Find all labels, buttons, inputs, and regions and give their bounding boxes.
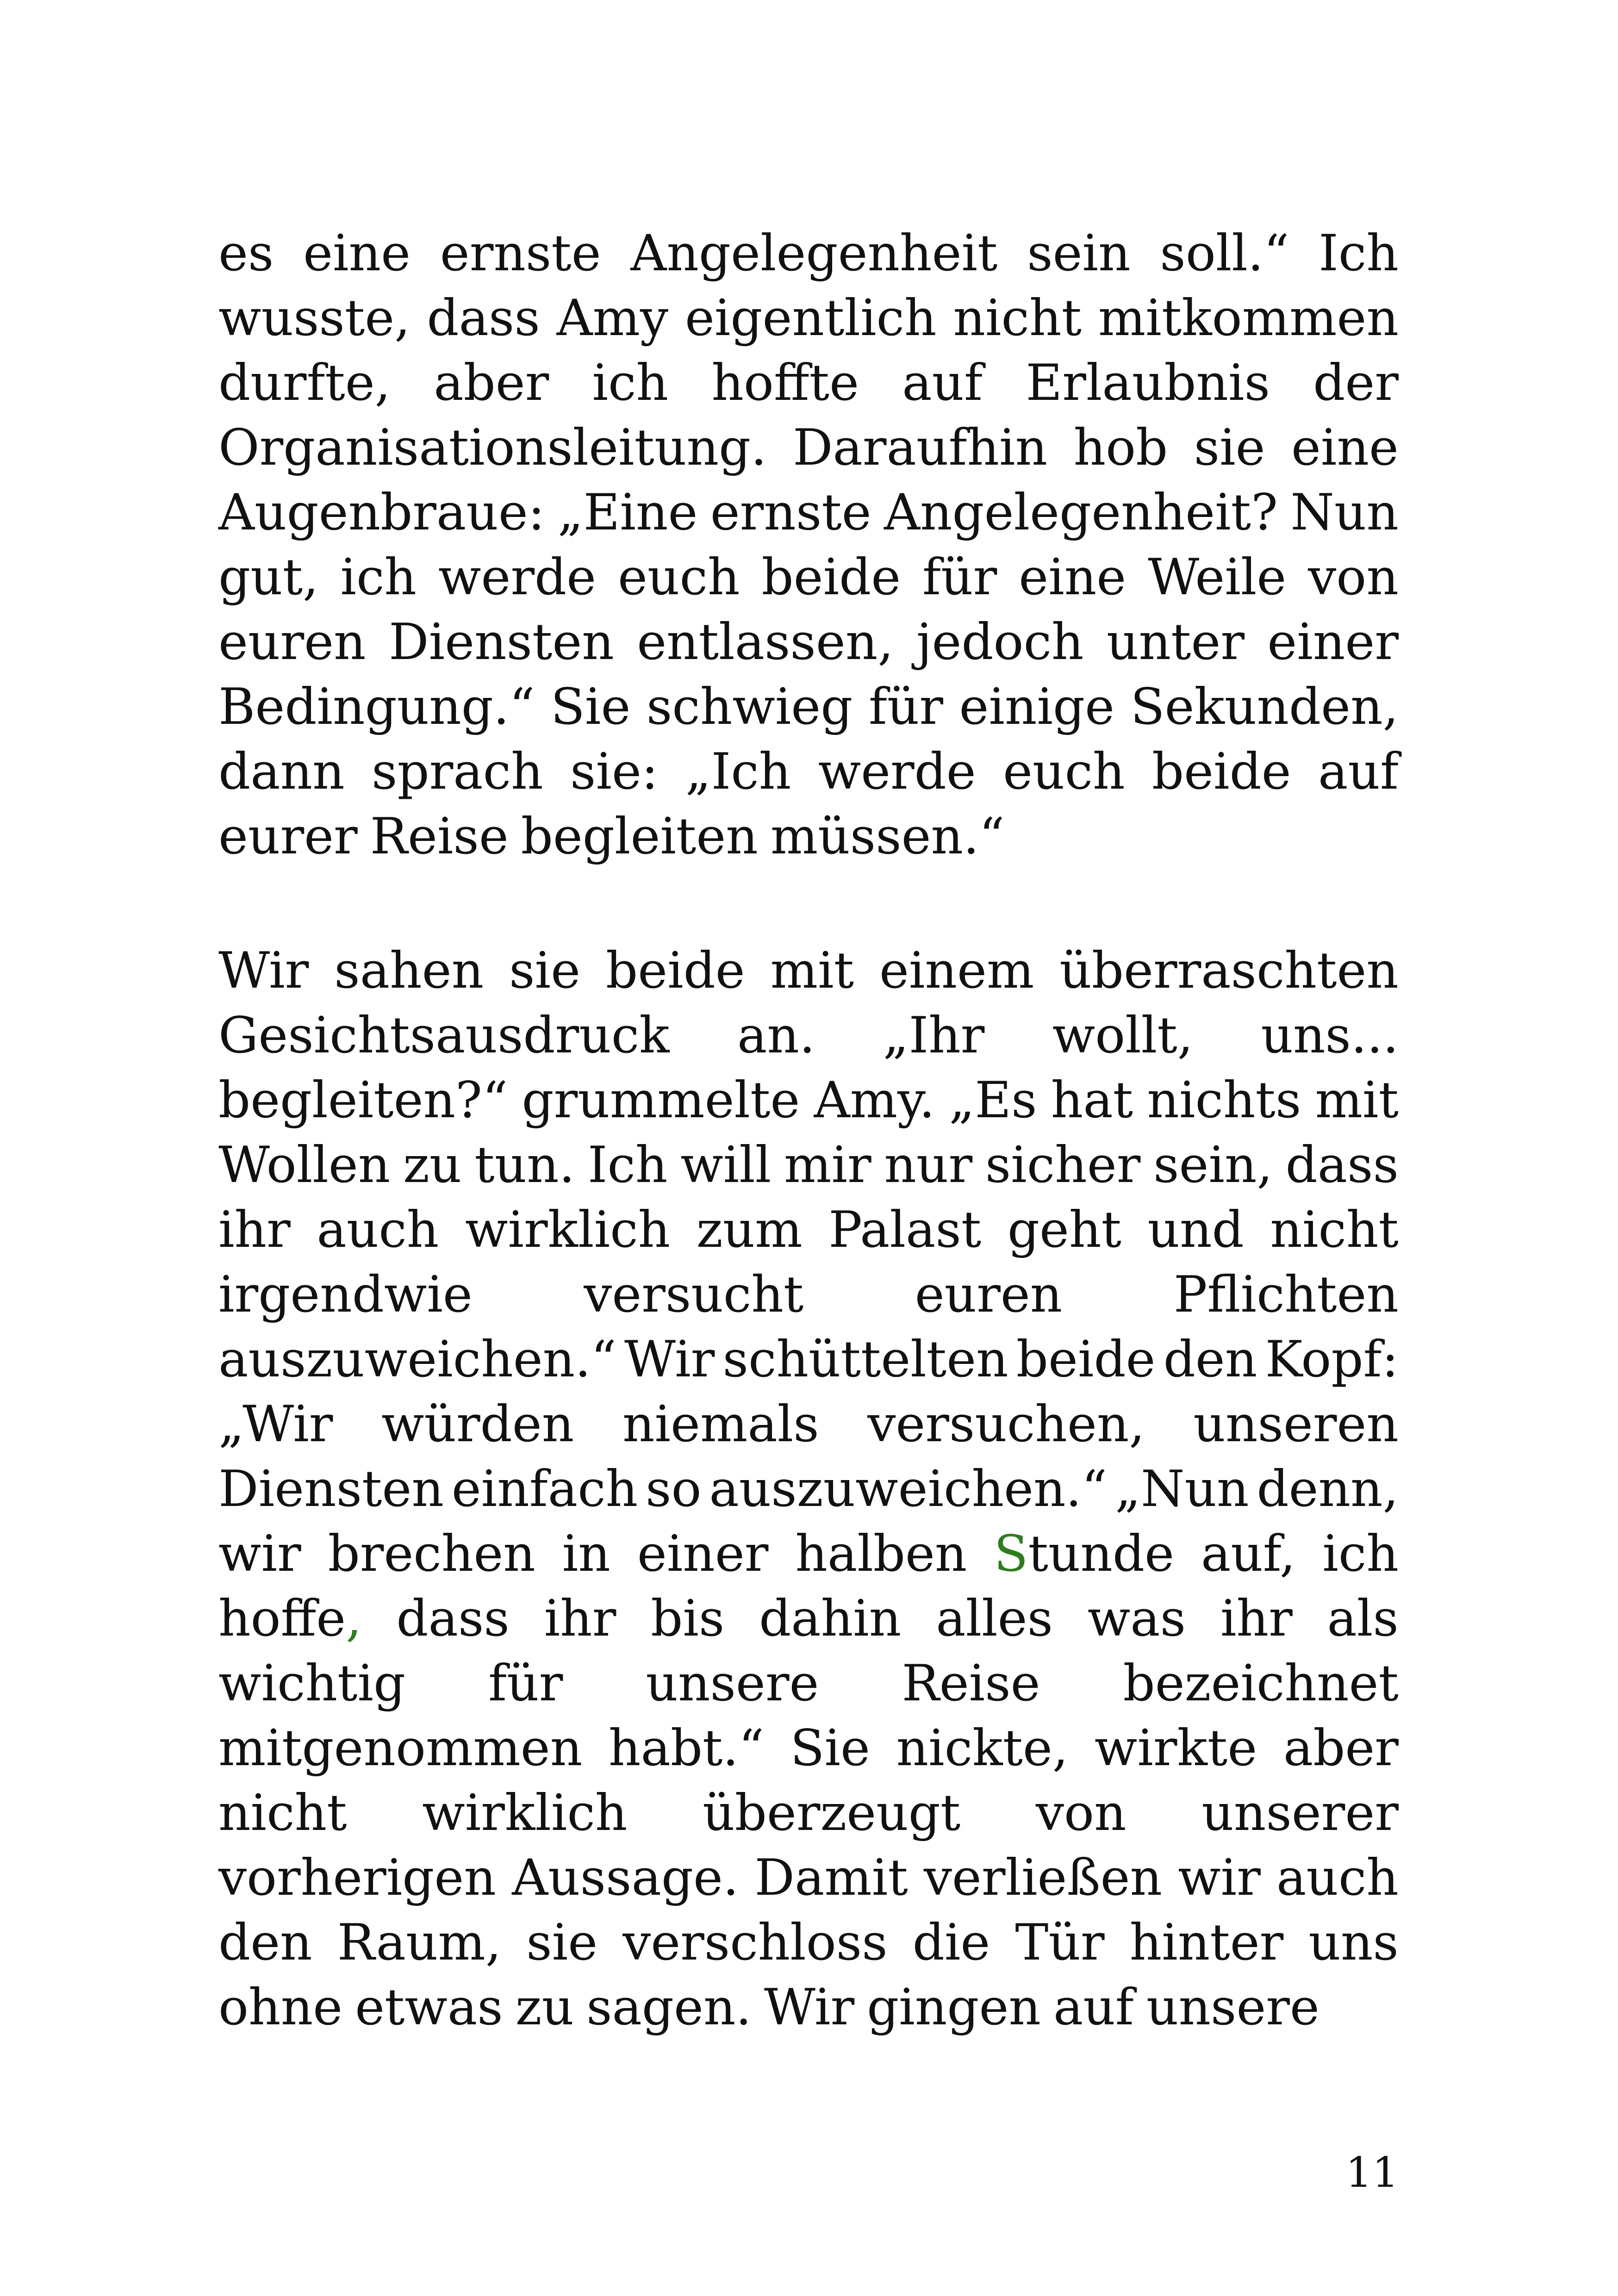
word: sprach: [372, 743, 543, 801]
word: und: [1147, 1201, 1244, 1259]
word: beide: [1016, 1331, 1156, 1388]
word: einige: [959, 678, 1115, 736]
word: wusste,: [218, 289, 411, 347]
word: Augenbraue:: [218, 484, 545, 541]
word: sie: [1194, 419, 1265, 477]
word: verschloss: [622, 1914, 888, 1972]
word: euren: [915, 1266, 1063, 1324]
word: einem: [879, 942, 1034, 1000]
word: begleiten?“: [218, 1071, 508, 1129]
word: ernste: [440, 224, 601, 282]
word: es: [218, 224, 274, 282]
word: zu: [403, 1136, 462, 1194]
word: schüttelten: [722, 1331, 1008, 1388]
word: nickte,: [896, 1719, 1069, 1777]
word: Gesichtsausdruck: [218, 1007, 670, 1064]
word: Nun: [1290, 484, 1399, 541]
word: vorherigen: [218, 1849, 496, 1907]
word: unter: [1106, 613, 1245, 671]
word: halben: [795, 1525, 967, 1583]
word: sie:: [570, 743, 659, 801]
text-line: [218, 480, 1399, 545]
word: niemals: [622, 1395, 819, 1453]
word: den: [218, 1914, 312, 1972]
word: wichtig: [218, 1655, 406, 1712]
word: Palast: [828, 1201, 982, 1259]
text-line: [218, 1457, 1399, 1522]
paragraph-2: [218, 939, 1399, 2040]
word: unseren: [1193, 1395, 1399, 1453]
word: irgendwie: [218, 1266, 473, 1324]
word: uns...: [1261, 1007, 1399, 1064]
word: „Nun: [1115, 1460, 1249, 1518]
word: auf: [1053, 1979, 1134, 2036]
word: „Es: [949, 1071, 1037, 1129]
word: wirklich: [422, 1784, 628, 1842]
word: nicht: [1270, 1201, 1399, 1259]
word: Reise: [370, 808, 509, 865]
word: Raum,: [337, 1914, 502, 1972]
word: dass: [427, 289, 540, 347]
word: werde: [818, 743, 976, 801]
word: Wollen: [218, 1136, 391, 1194]
word: sein,: [1153, 1136, 1273, 1194]
text-line: [218, 1392, 1399, 1457]
word: wir: [1178, 1849, 1261, 1907]
word: Wir: [624, 1331, 715, 1388]
text-line: [218, 804, 1399, 869]
word: nur: [884, 1136, 973, 1194]
word: ohne: [218, 1979, 343, 2036]
word: schwieg: [646, 678, 853, 736]
word: nicht: [953, 289, 1082, 347]
word: alles: [936, 1590, 1053, 1648]
word: soll.“: [1160, 224, 1289, 282]
word: Ich: [587, 1136, 668, 1194]
text-line: [218, 1846, 1399, 1910]
word: verließen: [923, 1849, 1163, 1907]
word: würden: [381, 1395, 574, 1453]
text-line: [218, 1003, 1399, 1068]
word: brechen: [328, 1525, 535, 1583]
word: sagen.: [586, 1979, 752, 2036]
text-line: [218, 1263, 1399, 1327]
word: sicher: [985, 1136, 1141, 1194]
word: auf: [902, 354, 983, 412]
word: dass: [1285, 1136, 1399, 1194]
word: beide: [761, 548, 901, 606]
text-line: [218, 351, 1399, 416]
text-line: [218, 1587, 1399, 1651]
word: Aussage.: [512, 1849, 739, 1907]
word: an.: [737, 1007, 815, 1064]
text-line: [218, 610, 1399, 675]
word: hoffte: [711, 354, 859, 412]
word: werde: [438, 548, 597, 606]
word: Amy: [556, 289, 669, 347]
word: sein: [1027, 224, 1131, 282]
word: dass: [396, 1590, 510, 1648]
word: begleiten: [521, 808, 758, 865]
word: müssen.“: [770, 808, 1005, 865]
word: hob: [1073, 419, 1168, 477]
word: unserer: [1201, 1784, 1399, 1842]
text-line: [218, 939, 1399, 1003]
word: bis: [651, 1590, 725, 1648]
word: mitgenommen: [218, 1719, 583, 1777]
word: hoffe,: [218, 1590, 362, 1648]
word: auch: [1276, 1849, 1399, 1907]
word: geht: [1007, 1201, 1121, 1259]
word: beide: [1152, 743, 1291, 801]
word: der: [1313, 354, 1399, 412]
word: den: [1163, 1331, 1257, 1388]
word: wirklich: [465, 1201, 671, 1259]
word: überraschten: [1059, 942, 1399, 1000]
word: Weile: [1148, 548, 1287, 606]
word: beide: [606, 942, 745, 1000]
word: durfte,: [218, 354, 391, 412]
word: versuchen,: [867, 1395, 1145, 1453]
word: Tür: [1015, 1914, 1105, 1972]
text-line: [218, 1781, 1399, 1846]
word: sie: [509, 942, 581, 1000]
word: mit: [770, 942, 854, 1000]
word: aber: [1283, 1719, 1399, 1777]
word: die: [912, 1914, 990, 1972]
word: eine: [1291, 419, 1399, 477]
word: Reise: [902, 1655, 1040, 1712]
word: mit: [1315, 1071, 1399, 1129]
text-line: [218, 286, 1399, 351]
word: für: [488, 1655, 563, 1712]
word: zu: [515, 1979, 574, 2036]
word: eurer: [218, 808, 358, 865]
word: nicht: [218, 1784, 347, 1842]
word: mir: [784, 1136, 871, 1194]
word: Sie: [550, 678, 631, 736]
text-line: [218, 1716, 1399, 1781]
word: Organisationsleitung.: [218, 419, 767, 477]
text-line: [218, 1133, 1399, 1198]
word: Sekunden,: [1130, 678, 1399, 736]
word: hinter: [1129, 1914, 1284, 1972]
word: Damit: [754, 1849, 908, 1907]
word: auszuweichen.“: [709, 1460, 1108, 1518]
word: „Wir: [218, 1395, 333, 1453]
word: Daraufhin: [792, 419, 1048, 477]
word: will: [680, 1136, 772, 1194]
word: zum: [696, 1201, 803, 1259]
word: auszuweichen.“: [218, 1331, 616, 1388]
word: für: [922, 548, 997, 606]
word: ihr: [1220, 1590, 1293, 1648]
word: auch: [317, 1201, 439, 1259]
text-line: [218, 1651, 1399, 1716]
word: sahen: [334, 942, 484, 1000]
word: gut,: [218, 548, 319, 606]
word: eine: [1019, 548, 1126, 606]
word: Ich: [1319, 224, 1399, 282]
word: hat: [1051, 1071, 1133, 1129]
word: Wir: [218, 942, 309, 1000]
word: Bedingung.“: [218, 678, 535, 736]
word: dann: [218, 743, 345, 801]
word: euch: [1003, 743, 1125, 801]
word: Diensten: [388, 613, 614, 671]
word: Diensten: [218, 1460, 444, 1518]
word: habt.“: [608, 1719, 764, 1777]
word: „Eine: [557, 484, 698, 541]
word: aber: [434, 354, 549, 412]
word: überzeugt: [703, 1784, 961, 1842]
word: Angelegenheit?: [884, 484, 1278, 541]
word: ich: [340, 548, 417, 606]
word: dahin: [759, 1590, 902, 1648]
word: uns: [1308, 1914, 1399, 1972]
word: wir: [218, 1525, 301, 1583]
word: Wir: [764, 1979, 855, 2036]
word: unsere: [1146, 1979, 1319, 2036]
word: als: [1327, 1590, 1399, 1648]
word: bezeichnet: [1123, 1655, 1399, 1712]
text-line: [218, 675, 1399, 740]
word: von: [1036, 1784, 1126, 1842]
word: für: [868, 678, 943, 736]
word: Angelegenheit: [630, 224, 998, 282]
text-line: [218, 221, 1399, 286]
word: eine: [303, 224, 411, 282]
word: jedoch: [916, 613, 1084, 671]
text-line: [218, 1975, 1399, 2040]
word: Amy.: [814, 1071, 935, 1129]
word: entlassen,: [637, 613, 894, 671]
word: tun.: [474, 1136, 575, 1194]
word: ich: [592, 354, 669, 412]
word: eigentlich: [685, 289, 937, 347]
word: einer: [1267, 613, 1399, 671]
word: so: [646, 1460, 702, 1518]
word: grummelte: [522, 1071, 800, 1129]
word: euch: [618, 548, 740, 606]
text-line: [218, 1910, 1399, 1975]
word: ihr: [544, 1590, 616, 1648]
word: gingen: [867, 1979, 1041, 2036]
word: euren: [218, 613, 366, 671]
word: wollt,: [1052, 1007, 1194, 1064]
word: Kopf:: [1265, 1331, 1399, 1388]
word: Pflichten: [1173, 1266, 1399, 1324]
word: Erlaubnis: [1026, 354, 1270, 412]
text-line: [218, 740, 1399, 804]
word: einfach: [451, 1460, 638, 1518]
word: ich: [1322, 1525, 1399, 1583]
word: unsere: [646, 1655, 819, 1712]
word: was: [1087, 1590, 1186, 1648]
word: versucht: [584, 1266, 804, 1324]
text-line: [218, 545, 1399, 610]
page-number: 11: [1345, 2148, 1399, 2197]
word: wirkte: [1094, 1719, 1257, 1777]
paragraph-1: [218, 221, 1399, 869]
word: ihr: [218, 1201, 291, 1259]
text-line: [218, 1198, 1399, 1263]
word: Sie: [790, 1719, 870, 1777]
word: sie: [526, 1914, 598, 1972]
word: von: [1308, 548, 1399, 606]
text-line: [218, 1068, 1399, 1133]
word: auf: [1318, 743, 1399, 801]
word: auf,: [1201, 1525, 1296, 1583]
word: nichts: [1147, 1071, 1301, 1129]
text-line: [218, 1327, 1399, 1392]
word: in: [562, 1525, 610, 1583]
text-line: [218, 1522, 1399, 1587]
text-line: [218, 416, 1399, 480]
word: denn,: [1257, 1460, 1399, 1518]
word: mitkommen: [1098, 289, 1399, 347]
word: „Ich: [685, 743, 791, 801]
word: „Ihr: [883, 1007, 985, 1064]
word: ernste: [710, 484, 871, 541]
word: Stunde: [994, 1525, 1174, 1583]
word: einer: [637, 1525, 769, 1583]
word: etwas: [355, 1979, 503, 2036]
